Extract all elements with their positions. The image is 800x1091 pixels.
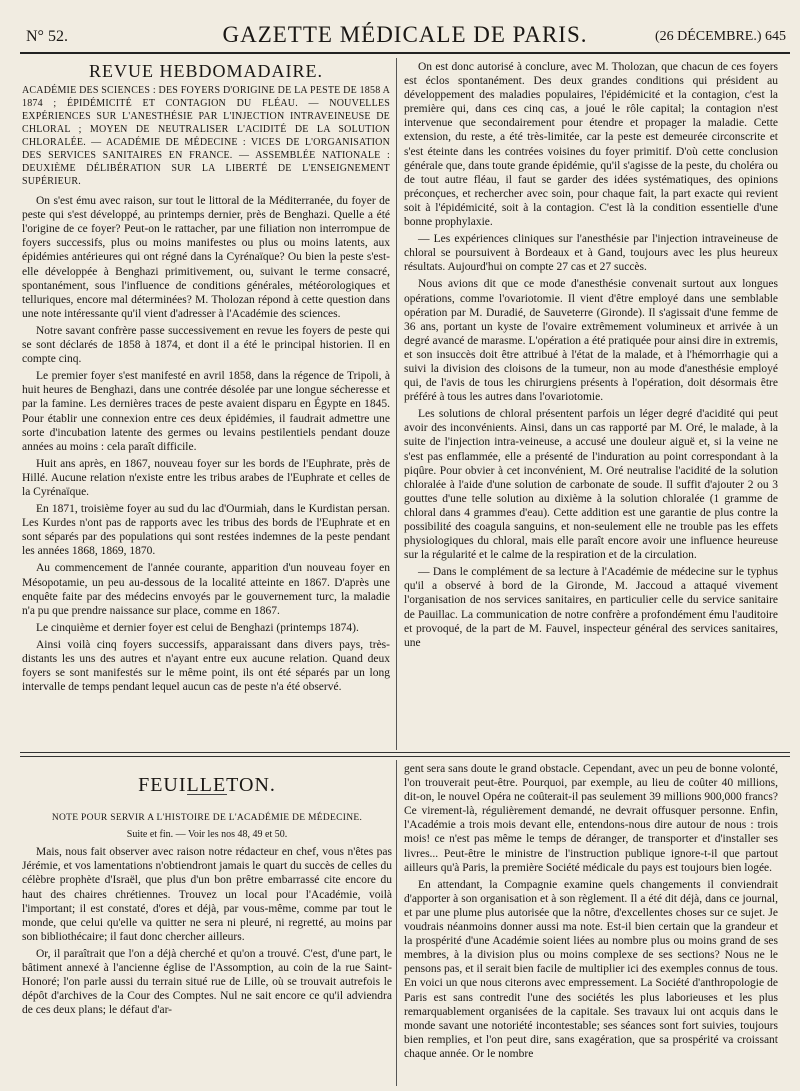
revue-paragraph: On est donc autorisé à conclure, avec M. Tholozan, que chacun de ces foyers est éclos spontanément. Des deux grandes conditions qui président au développement des maladies populaires, l'épidémicité et la contagion, c'est la première qui, dans ces cinq cas, a joué le rôle capital; la contagion n'est intervenue que secondairement pour étendre et propager la maladie. Cette extension, du reste, a été très-limitée, car la peste est demeurée circonscrite et s'est éteinte dans les contrées voisines du foyer primitif. D'où cette conclusion générale que, dans toute grande épidémie, qu'il s'agisse de la peste, du choléra ou de tout autre fléau, il faut se garder des idées systématiques, des opinions préconçues, et rechercher avec soin, pour chaque fait, la part exacte qui revient soit à l'épidémicité, soit à la contagion. C'est là la condition essentielle d'une bonne prophylaxie. (404, 61, 778, 229)
revue-paragraph: Le premier foyer s'est manifesté en avril 1858, dans la régence de Tripoli, à huit heures de Benghazi, dans une contrée désolée par une longue sécheresse et par la famine. Les dernières traces de peste avaient disparu en Égypte en 1845. Pour établir une connexion entre ces deux épidémies, il faudrait admettre une sorte d'incubation latente des germes ou levains pestilentiels pendant douze années au moins : cela paraît difficile. (22, 370, 390, 453)
revue-paragraph: En 1871, troisième foyer au sud du lac d'Ourmiah, dans le Kurdistan persan. Les Kurdes n'ont pas de rapports avec les tribus des bords de l'Euphrate et en sont séparés par des populations qui sont restées indemnes de la peste pendant les années 1868, 1869, 1870. (22, 503, 390, 558)
feuilleton-title: FEUILLETON. (138, 774, 276, 796)
page-header (20, 22, 790, 52)
revue-paragraph: Huit ans après, en 1867, nouveau foyer sur les bords de l'Euphrate, près de Hillé. Aucune relation n'existe entre les tribus arabes de l'Euphrate et celles de la Cyrénaïque. (22, 457, 390, 498)
column-divider (396, 760, 397, 1086)
feuilleton-paragraph: Or, il paraîtrait que l'on a déjà cherché et qu'on a trouvé. C'est, d'une part, le bâtiment annexé à l'ancienne église de l'Assomption, au coin de la rue Saint-Honoré; l'on parle aussi du terrain situé rue de Lille, où se trouvait autrefois le dépôt d'archives de la Cour des Comptes. Nul ne sait encore ce qu'il adviendra de ces deux plans; le défaut d'ar- (22, 947, 392, 1017)
suite-line: Suite et fin. — Voir les nos 48, 49 et 50. (126, 829, 288, 841)
revue-paragraph: On s'est ému avec raison, sur tout le littoral de la Méditerranée, du foyer de peste qui s'est développé, au printemps dernier, près de Benghazi. Quelle a été l'origine de ce foyer? Peut-on le rattacher, par une filiation non interrompue de foyers successifs, plus ou moins manifestes ou plus ou moins latents, aux épidémies antérieures qui ont régné dans la Cyrénaïque? Ou bien la peste s'est-elle développée à Benghazi primitivement, ou, suivant le terme consacré, spontanément, sous l'influence de conditions générales, météorologiques et telluriques, encore mal déterminées? M. Tholozan répond à cette question dans une note intéressante qu'il vient d'adresser à l'Académie des sciences. (22, 195, 390, 320)
feuilleton-right-column (404, 762, 778, 1086)
revue-paragraph: Le cinquième et dernier foyer est celui de Benghazi (printemps 1874). (36, 621, 359, 634)
feuilleton-paragraph: Mais, nous fait observer avec raison notre rédacteur en chef, vous n'êtes pas Jérémie, et vos lamentations n'obtiendront jamais le quart du succès de celles du célèbre prophète d'Israël, que plus d'un bon prêtre embarrassé cite encore du haut des chaires chrétiennes. Trouvez un local pour l'Académie, voilà l'important; il est constaté, d'ores et déjà, par vous-même, comme par tout le monde, que celui qu'elle va quitter ne sera ni pleuré, ni regretté, au moins par son bibliothécaire; il faut donc chercher ailleurs. (22, 846, 392, 943)
feuilleton-rule (20, 752, 790, 753)
revue-paragraph: Ainsi voilà cinq foyers successifs, apparaissant dans divers pays, très-distants les uns des autres et n'ayant entre eux aucune relation. Quand deux foyers se sont manifestés sur le même point, ils ont été séparés par un long intervalle de temps pendant lequel aucun cas de peste n'a été observé. (22, 638, 390, 694)
revue-paragraph: Les solutions de chloral présentent parfois un léger degré d'acidité qui peut avoir des inconvénients. Ainsi, dans un cas rapporté par M. Oré, le malade, à la suite de l'injection intra-veineuse, a accusé une douleur aiguë et, si la veine ne s'est pas enflammée, elle a présenté de l'induration au point correspondant à la piqûre. Pour obvier à cet inconvénient, M. Oré neutralise l'acidité de la solution chloralée à l'aide d'une solution de carbonate de soude. Il suffit d'ajouter 2 ou 3 gouttes d'une telle solution au dixième à la solution chloralée (1 gramme de chloral dans 4 grammes d'eau). Cette addition est une garantie de plus contre la possibilité des coagula sanguins, et non-seulement elle ne trouble pas les effets physiologiques du chloral, mais elle paraît encore avoir une influence heureuse sur la régularité et le calme de la respiration et de la circulation. (404, 408, 778, 562)
feuilleton-left-column (22, 768, 392, 1086)
revue-summary: ACADÉMIE DES SCIENCES : DES FOYERS D'ORIGINE DE LA PESTE DE 1858 A 1874 ; ÉPIDÉMICITÉ ET CONTAGION DU FLÉAU. — NOUVELLES EXPÉRIENCES SUR L'ANESTHÉSIE PAR L'INJECTION INTRAVEINEUSE DE CHLORAL ; MOYEN DE NEUTRALISER L'ACIDITÉ DE LA SOLUTION CHLORALÉE. — ACADÉMIE DE MÉDECINE : VICES DE L'ORGANISATION DES SERVICES SANITAIRES EN FRANCE. — ASSEMBLÉE NATIONALE : DEUXIÈME DÉLIBÉRATION SUR LA LIBERTÉ DE L'ENSEIGNEMENT SUPÉRIEUR. (22, 85, 390, 188)
feuilleton-paragraph: En attendant, la Compagnie examine quels changements il conviendrait d'apporter à son organisation et à son règlement. Il a été dit déjà, dans ce journal, et par une plume plus autorisée que la nôtre, d'excellentes choses sur ce sujet. Je voudrais néanmoins donner aussi ma note. Est-il bien certain que la grandeur et la prospérité d'une Académie soient liées au nombre plus ou moins grand de ses membres, à la division plus ou moins complexe de ses sections? Nous ne le pensons pas, et il serait bien facile de multiplier ici des exemples connus de tous. En voici un que nous citerons avec empressement. La Société d'anthropologie de Paris est sans contredit l'une des sociétés les plus laborieuses et les plus remarquablement organisées de la capitale. Ses travaux lui ont acquis dans le monde savant une notoriété incontestable; ses séances sont fort suivies, toujours bien remplies, et l'on peut dire, sans exagération, que sa prospérité va croissant chaque année. Or le nombre (404, 878, 778, 1060)
header-rule (20, 52, 790, 54)
feuilleton-rule (20, 756, 790, 757)
revue-paragraph: Nous avions dit que ce mode d'anesthésie convenait surtout aux longues opérations, comme l'ovariotomie. Il vient d'être employé dans une semblable opération par M. Duradié, de Sauveterre (Gironde). Il s'agissait d'une femme de 36 ans, portant un kyste de l'ovaire extrêmement volumineux et arrivée à un degré avancé de marasme. L'opération a été pratiquée pour ainsi dire in extremis, et son insuccès doit être attribué à l'état de la malade, et à l'hémorrhagie qui a suivi la division des cloisons de la tumeur, non au mode d'anesthésie employé qui, de l'avis de tous les chirurgiens présents à l'opération, doit désormais être préféré à tous les autres dans l'ovariotomie. (404, 278, 778, 404)
column-divider (396, 58, 397, 750)
note-title: NOTE POUR SERVIR A L'HISTOIRE DE L'ACADÉMIE DE MÉDECINE. (51, 813, 363, 824)
revue-right-column (404, 60, 778, 750)
revue-paragraph: Au commencement de l'année courante, apparition d'un nouveau foyer en Mésopotamie, un peu au-dessous de la localité atteinte en 1867. D'après une enquête faite par des médecins envoyés par le gouvernement turc, la maladie n'a pu que prendre naissance sur place, comme en 1867. (22, 562, 390, 617)
revue-left-column (22, 60, 390, 745)
revue-paragraph: — Dans le complément de sa lecture à l'Académie de médecine sur le typhus qu'il a observé à bord de la Gironde, M. Jaccoud a attaqué vivement l'organisation de nos services sanitaires, en particulier celle du service sanitaire de Pauillac. La communication de notre confrère a profondément ému l'auditoire et provoqué, de la part de M. Fauvel, inspecteur général des services sanitaires, une (404, 566, 778, 649)
issue-number: N° 52. (26, 28, 68, 45)
revue-paragraph: — Les expériences cliniques sur l'anesthésie par l'injection intraveineuse de chloral se poursuivent à Bordeaux et à Gand, toujours avec les plus heureux résultats. Aujourd'hui on compte 27 cas et 27 succès. (404, 233, 778, 274)
revue-title: REVUE HEBDOMADAIRE. (89, 61, 323, 81)
journal-title: GAZETTE MÉDICALE DE PARIS. (222, 22, 588, 47)
revue-paragraph: Notre savant confrère passe successivement en revue les foyers de peste qui se sont déclarés de 1858 à 1874, et dont il a été le principal historien. Il en compte cinq. (22, 324, 390, 366)
feuilleton-paragraph: gent sera sans doute le grand obstacle. Cependant, avec un peu de bonne volonté, l'on trouverait peut-être. Pourquoi, par exemple, au lieu de coûter 40 millions, dit-on, le nouvel Opéra ne coûterait-il pas seulement 39 millions 900,000 francs? Ce virement-là, régulièrement demandé, ne devrait offusquer personne. Enfin, l'Académie a trois mois devant elle, entendons-nous dire autour de nous : trois mois! ce n'est pas même le temps de déranger, de transporter et d'installer ses livres... Peut-être le ministre de l'instruction publique ignore-t-il que partout ailleurs qu'à Paris, la première Société médicale du pays est toujours bien logée. (404, 763, 778, 874)
issue-date-page: (26 DÉCEMBRE.) 645 (654, 29, 786, 44)
